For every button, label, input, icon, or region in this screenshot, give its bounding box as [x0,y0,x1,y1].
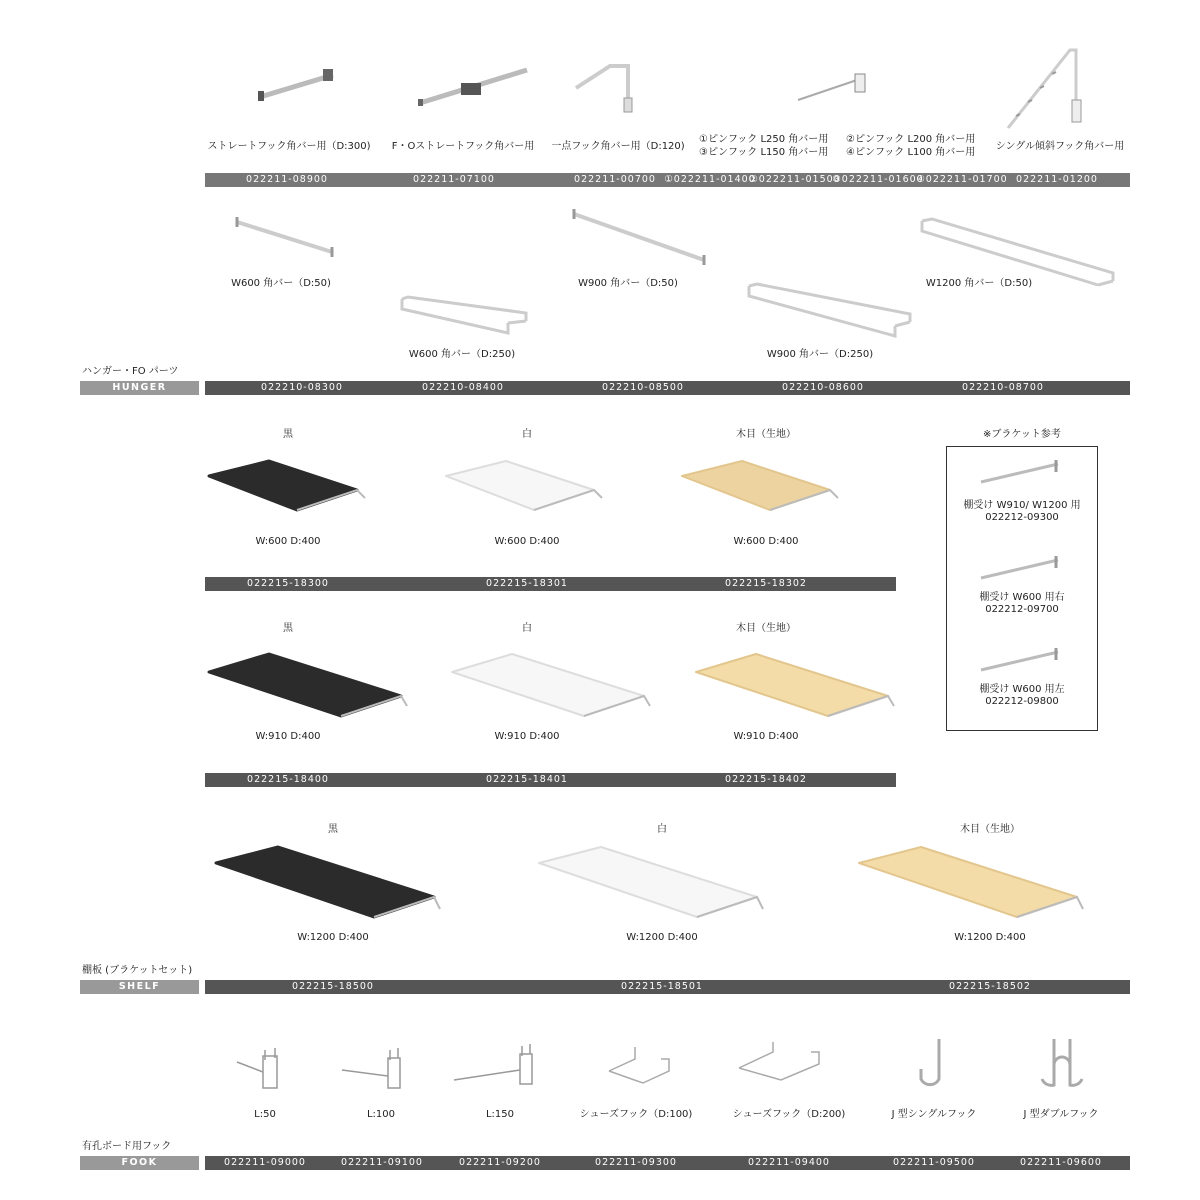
pin-hook-100-label: ④ピンフック L100 角バー用 [846,147,976,158]
pin-hook-250-label: ①ピンフック L250 角バー用 [699,134,829,145]
fook-l150-image [452,1040,542,1090]
shelf-section-title-en: SHELF [80,980,199,994]
w900-bar-d250-label: W900 角バー（D:250) [766,349,874,360]
fook-l100-label: L:100 [366,1109,396,1120]
fook-code-bar [205,1156,1130,1170]
fo-straight-hook-image [415,65,535,110]
code-label: 022215-18400 [247,774,329,785]
w900-bar-d50-image [570,208,710,268]
shelf-size-label: W:910 D:400 [494,731,560,742]
pin-hook-label-b [846,133,975,159]
w1200-bar-d50-label: W1200 角バー（D:50) [925,278,1033,289]
bracket-w600-left-name: 棚受け W600 用左 [979,684,1065,695]
j-single-hook-label: J 型シングルフック [891,1109,977,1120]
bracket-w600-right-code: 022212-09700 [985,604,1059,615]
shelf-size-label: W:600 D:400 [733,536,799,547]
code-label: 022210-08300 [261,382,343,393]
shelf-size-label: W:910 D:400 [733,731,799,742]
code-label: 022211-09400 [748,1157,830,1168]
code-label: 022211-09200 [459,1157,541,1168]
code-label: 022215-18502 [949,981,1031,992]
code-label: 022210-08400 [422,382,504,393]
w600-bar-d50-label: W600 角バー（D:50) [231,278,331,289]
w600-bar-d250-label: W600 角バー（D:250) [408,349,516,360]
bracket-w600-right-image [978,554,1068,582]
single-point-hook-label: 一点フック角バー用（D:120) [551,141,685,152]
shelf-w910-code-bar [205,773,896,787]
color-label-white: 白 [522,623,532,634]
shelf-w600-wood-image [678,458,843,520]
code-label: ④022211-01700 [916,174,1008,185]
fook-l100-image [340,1042,410,1092]
single-incline-hook-label: シングル傾斜フック角バー用 [995,141,1125,152]
fook-l150-label: L:150 [485,1109,515,1120]
shelf-size-label: W:1200 D:400 [626,932,698,943]
bracket-w910-code: 022212-09300 [985,512,1059,523]
bracket-w910-name: 棚受け W910/ W1200 用 [963,500,1081,511]
code-label: ③022211-01600 [832,174,924,185]
bracket-w600-right-name: 棚受け W600 用右 [979,592,1065,603]
shelf-section-title-jp: 棚板 (ブラケットセット) [82,965,193,976]
shelf-w1200-black-image [212,843,447,923]
shelf-w1200-white-image [535,843,770,923]
color-label-white: 白 [522,429,532,440]
code-label: 022210-08500 [602,382,684,393]
bracket-w600-left-image [978,646,1068,674]
fook-section-title-en: FOOK [80,1156,199,1170]
shelf-w600-white-image [442,458,607,520]
code-label: 022210-08700 [962,382,1044,393]
code-label: 022215-18301 [486,578,568,589]
code-label: 022211-09600 [1020,1157,1102,1168]
color-label-black: 黒 [283,429,293,440]
single-incline-hook-image [1000,40,1090,135]
shelf-w910-white-image [448,650,658,725]
color-label-wood: 木目（生地） [960,824,1020,835]
w900-bar-d50-label: W900 角バー（D:50) [578,278,678,289]
color-label-white: 白 [657,824,667,835]
pin-hook-200-label: ②ピンフック L200 角バー用 [846,134,976,145]
code-label: 022211-09100 [341,1157,423,1168]
code-label: 022215-18501 [621,981,703,992]
j-double-hook-image [1040,1035,1085,1095]
straight-hook-image [255,65,345,105]
code-label: 022215-18300 [247,578,329,589]
shelf-w600-code-bar [205,577,896,591]
fook-l50-image [235,1042,285,1092]
shelf-size-label: W:600 D:400 [494,536,560,547]
code-label: ①022211-01400 [664,174,756,185]
code-label: 022211-00700 [574,174,656,185]
color-label-wood: 木目（生地） [736,429,796,440]
fook-section-title-jp: 有孔ボード用フック [82,1141,172,1152]
code-label: 022215-18500 [292,981,374,992]
single-point-hook-image [570,58,640,118]
code-label: 022211-07100 [413,174,495,185]
bracket-w910-image [978,458,1068,486]
shoes-hook-d200-label: シューズフック（D:200) [732,1109,846,1120]
pin-hook-image [795,70,875,105]
shelf-w1200-wood-image [855,843,1090,923]
w900-bar-d250-image [745,270,915,340]
shoes-hook-d100-image [605,1045,675,1090]
straight-hook-label: ストレートフック角バー用（D:300) [207,141,371,152]
hunger-code-bar [205,381,1130,395]
color-label-wood: 木目（生地） [736,623,796,634]
pin-hook-label-a [699,133,828,159]
shelf-w600-black-image [205,458,370,520]
hook-parts-code-bar [205,173,1130,187]
shelf-w910-black-image [205,650,415,725]
j-single-hook-image [915,1035,955,1095]
shelf-size-label: W:1200 D:400 [297,932,369,943]
code-label: 022210-08600 [782,382,864,393]
code-label: 022211-08900 [246,174,328,185]
fo-straight-hook-label: F・Oストレートフック角バー用 [391,141,535,152]
w600-bar-d250-image [398,285,533,340]
color-label-black: 黒 [283,623,293,634]
code-label: 022211-01200 [1016,174,1098,185]
shelf-w910-wood-image [692,650,902,725]
fook-l50-label: L:50 [254,1109,276,1120]
shelf-size-label: W:910 D:400 [255,731,321,742]
color-label-black: 黒 [328,824,338,835]
shoes-hook-d200-image [735,1040,825,1085]
bracket-reference-title: ※ブラケット参考 [983,429,1061,440]
code-label: 022211-09000 [224,1157,306,1168]
shoes-hook-d100-label: シューズフック（D:100) [579,1109,693,1120]
w1200-bar-d50-image [918,215,1118,287]
shelf-size-label: W:600 D:400 [255,536,321,547]
shelf-size-label: W:1200 D:400 [954,932,1026,943]
code-label: 022211-09500 [893,1157,975,1168]
shelf-w1200-code-bar [205,980,1130,994]
j-double-hook-label: J 型ダブルフック [1023,1109,1099,1120]
code-label: 022215-18402 [725,774,807,785]
hunger-section-title-en: HUNGER [80,381,199,395]
hunger-section-title-jp: ハンガー・FO パーツ [82,366,179,377]
bracket-w600-left-code: 022212-09800 [985,696,1059,707]
w600-bar-d50-image [232,215,342,260]
code-label: 022215-18302 [725,578,807,589]
code-label: ②022211-01500 [749,174,841,185]
code-label: 022211-09300 [595,1157,677,1168]
pin-hook-150-label: ③ピンフック L150 角バー用 [699,147,829,158]
code-label: 022215-18401 [486,774,568,785]
